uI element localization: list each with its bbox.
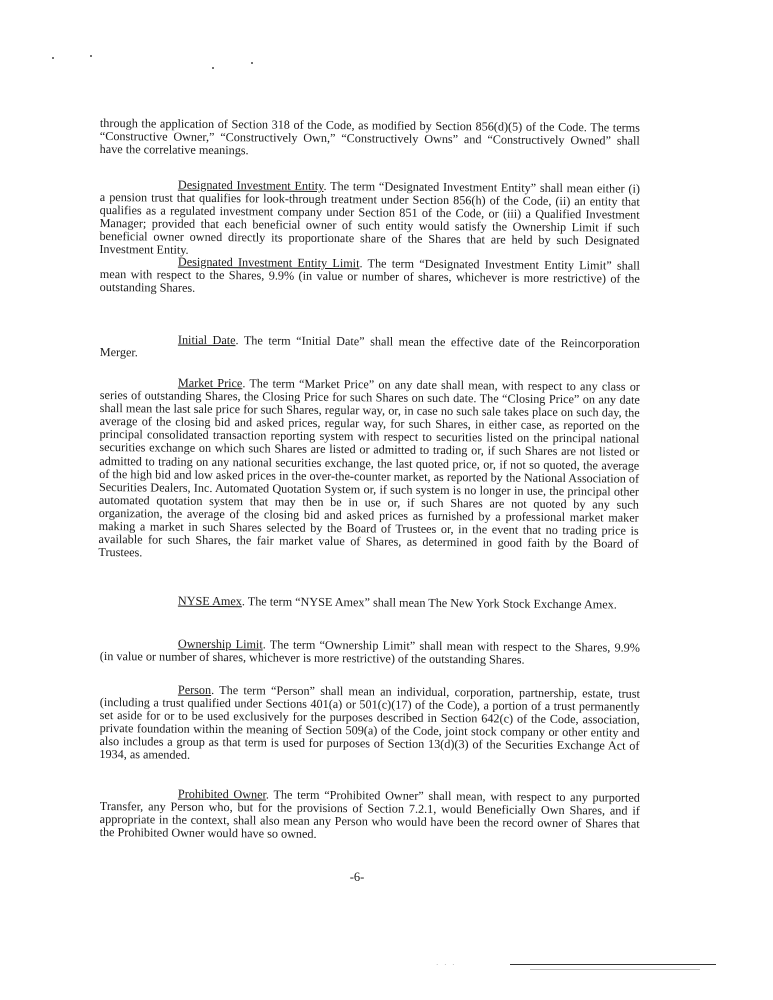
definition-initial-date bbox=[100, 333, 640, 364]
scan-speck bbox=[251, 62, 253, 64]
page-number: -6- bbox=[349, 870, 365, 884]
definition-text: . The term “Market Price” on any date shall mean, with respect to any class or series of outstanding Shares, the Closing Price for such Shares on such date. The “Closing Price” on any date shall mean the last sale price for such Shares, regular way, or, in case no such sale takes place on such day, the average of the closing bid and asked prices, regular way, for such Shares, in either case, as reported on the principal consolidated transaction reporting system with respect to securities listed on the principal national securities exchange on which such Shares are listed or admitted to trading or, if such Shares are not listed or admitted to trading on any national securities exchange, the last quoted price, or, if not so quoted, the average of the high bid and low asked prices in the over-the-counter market, as reported by the National Association of Securities Dealers, Inc. Automated Quotation System or, if such system is no longer in use, the principal other automated quotation system that may then be in use or, if such Shares are not quoted by any such organization, the average of the closing bid and asked prices as furnished by a professional market maker making a market in such Shares selected by the Board of Trustees or, in the event that no trading price is available for such Shares, the fair market value of Shares, as determined in good faith by the Board of Trustees. bbox=[98, 376, 640, 560]
definition-prohibited-owner bbox=[100, 787, 640, 844]
definition-designated-investment-entity bbox=[99, 178, 640, 261]
definition-ownership-limit bbox=[100, 637, 640, 668]
footer-rule bbox=[510, 964, 716, 965]
defined-term: NYSE Amex bbox=[177, 593, 242, 609]
defined-term: Ownership Limit bbox=[177, 636, 263, 652]
paragraph-constructive-owner bbox=[100, 117, 640, 161]
defined-term: Market Price bbox=[177, 375, 243, 391]
defined-term: Person bbox=[177, 682, 212, 697]
defined-term: Prohibited Owner bbox=[177, 786, 267, 802]
definition-text: . The term “Person” shall mean an individual, corporation, partnership, estate, trust (including a trust qualified under Sections 401(a) or 501(c)(17) of the Code), a portion of a trust permanently set aside for or to be used exclusively for the purposes described in Section 642(c) of the Code, association, private foundation within the meaning of Section 509(a) of the Code, joint stock company or other entity and also includes a group as that term is used for purposes of Section 13(d)(3) of the Securities Exchange Act of 1934, as amended. bbox=[99, 682, 640, 763]
paragraph-text: through the application of Section 318 of the Code, as modified by Section 856(d)(5) of the Code. The terms “Constructive Owner,” “Constructively Own,” “Constructively Owns” and “Constructively Owned” shall have the correlative meanings. bbox=[99, 116, 640, 158]
scan-speck bbox=[52, 57, 54, 59]
footer-rule-faint bbox=[530, 969, 700, 970]
definition-text: . The term “NYSE Amex” shall mean The New York Stock Exchange Amex. bbox=[241, 594, 617, 612]
definition-text: . The term “Initial Date” shall mean the effective date of the Reincorporation Merger. bbox=[99, 333, 640, 360]
defined-term: Designated Investment Entity bbox=[177, 177, 324, 193]
definition-nyse-amex bbox=[100, 594, 640, 612]
scan-artifact: · · · bbox=[436, 961, 457, 969]
definition-text: . The term “Designated Investment Entity” shall mean either (i) a pension trust that qualifies for look-through treatment under Section 856(h) of the Code, (ii) an entity that qualifies as a regulated investment company under Section 851 of the Code, or (iii) a Qualified Investment Manager; provided that each beneficial owner of such entity would satisfy the Ownership Limit if such beneficial owner owned directly its proportionate share of the Shares that are held by such Designated Investment Entity. bbox=[99, 178, 640, 258]
scan-speck bbox=[90, 55, 92, 57]
definition-market-price bbox=[98, 376, 640, 564]
defined-term: Designated Investment Entity Limit bbox=[177, 254, 360, 271]
scan-speck bbox=[212, 67, 214, 69]
defined-term: Initial Date bbox=[177, 332, 236, 348]
definition-person bbox=[99, 683, 640, 766]
definition-text: . The term “Prohibited Owner” shall mean, with respect to any purported Transfer, any Person who, but for the provisions of Section 7.2.1, would Beneficially Own Shares, and if appropriate in the context, shall also mean any Person who would have been the record owner of Shares that the Prohibited Owner would have so owned. bbox=[99, 787, 640, 842]
definition-text: . The term “Designated Investment Entity Limit” shall mean with respect to the Shares, 9.9% (in value or number of shares, whichever is more restrictive) of the outstanding Shares. bbox=[99, 256, 640, 296]
definition-text: . The term “Ownership Limit” shall mean with respect to the Shares, 9.9% (in value or number of shares, whichever is more restrictive) of the outstanding Shares. bbox=[99, 637, 640, 667]
definition-designated-investment-entity-limit bbox=[100, 255, 640, 299]
